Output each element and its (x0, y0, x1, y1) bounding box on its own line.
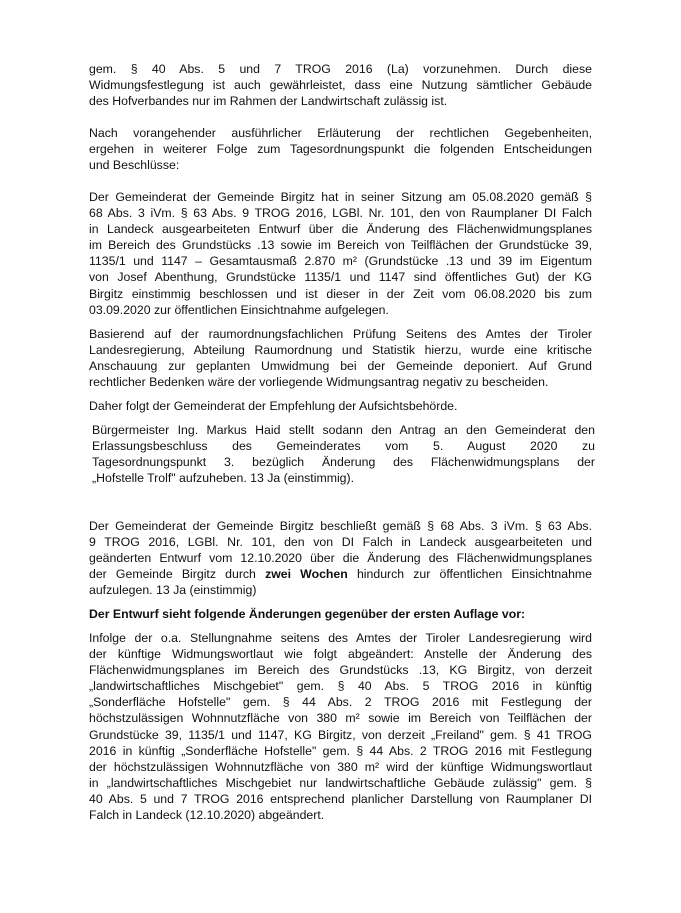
text-segment: hindurch zur öffentlichen Einsichtnahme (347, 567, 593, 582)
text-line: Bürgermeister Ing. Markus Haid stellt sodann den Antrag an den Gemeinderat den (92, 423, 595, 437)
text-line: von Josef Abenthung, Grundstücke 1135/1 und 1147 sind öffentliches Gut) der KG (89, 270, 592, 285)
text-line: aufzulegen. 13 Ja (einstimmig) (89, 583, 257, 598)
text-line: 03.09.2020 zur öffentlichen Einsichtnahme aufgelegen. (89, 302, 389, 317)
text-line: Flächenwidmungsplanes im Bereich des Grundstücks .13, KG Birgitz, von derzeit (89, 663, 592, 678)
text-line: 68 Abs. 3 iVm. § 63 Abs. 9 TROG 2016, LGBl. Nr. 101, den von Raumplaner DI Falch (89, 206, 592, 221)
text-line: Landesregierung, Abteilung Raumordnung und Statistik hierzu, wurde eine kritische (89, 343, 592, 358)
text-line: Erlassungsbeschluss des Gemeinderates vom 5. August 2020 zu (92, 439, 595, 454)
text-line: und Beschlüsse: (89, 158, 180, 173)
text-line: 9 TROG 2016, LGBl. Nr. 101, den von DI Falch in Landeck ausgearbeiteten und (89, 535, 592, 550)
text-line: Der Gemeinderat der Gemeinde Birgitz beschließt gemäß § 68 Abs. 3 iVm. § 63 Abs. (89, 519, 592, 533)
text-line: Nach vorangehender ausführlicher Erläuterung der rechtlichen Gegebenheiten, (89, 126, 592, 140)
text-segment: der Gemeinde Birgitz durch (89, 567, 266, 582)
text-line: Birgitz einstimmig beschlossen und ist dieser in der Zeit vom 06.08.2020 bis zum (89, 286, 592, 301)
text-line: Der Gemeinderat der Gemeinde Birgitz hat in seiner Sitzung am 05.08.2020 gemäß § (89, 190, 592, 204)
text-line: Anschauung zur geplanten Umwidmung bei der Gemeinde deponiert. Auf Grund (89, 359, 592, 374)
text-line: höchstzulässigen Wohnnutzfläche von 380 m² sowie im Bereich von Teilflächen der (89, 711, 592, 726)
text-line: geänderten Entwurf vom 12.10.2020 über die Änderung des Flächenwidmungsplanes (89, 551, 592, 566)
text-line: Daher folgt der Gemeinderat der Empfehlung der Aufsichtsbehörde. (89, 399, 458, 413)
text-line: Basierend auf der raumordnungsfachlichen Prüfung Seitens des Amtes der Tiroler (89, 327, 592, 341)
text-line: der höchstzulässigen Wohnnutzfläche von 380 m² wird der künftige Widmungswortlaut (89, 759, 592, 774)
text-line: Infolge der o.a. Stellungnahme seitens des Amtes der Tiroler Landesregierung wird (89, 631, 592, 645)
text-line: gem. § 40 Abs. 5 und 7 TROG 2016 (La) vorzunehmen. Durch diese (89, 62, 592, 76)
paragraph-gemeinderat-sitzung (89, 189, 592, 318)
paragraph-pruefung (89, 326, 592, 390)
text-line: 40 Abs. 5 und 7 TROG 2016 entsprechend planlicher Darstellung von Raumplaner DI (89, 791, 592, 806)
text-line: „Sonderfläche Hofstelle" gem. § 44 Abs. 2 TROG 2016 mit Festlegung der (89, 695, 592, 710)
text-line: Falch in Landeck (12.10.2020) abgeändert. (89, 808, 325, 823)
paragraph-erlaeuterung (89, 125, 592, 173)
text-line: „Hofstelle Trolf" aufzuheben. 13 Ja (einstimmig). (92, 471, 355, 486)
text-line: in „landwirtschaftliches Mischgebiet nur landwirtschaftliche Gebäude zulässig" gem. § (89, 775, 592, 790)
paragraph-empfehlung (89, 398, 592, 414)
text-line: der künftige Widmungswortlaut wie folgt abgeändert: Anstelle der Änderung des (89, 647, 592, 662)
paragraph-antrag-buergermeister (89, 422, 595, 486)
text-line: Widmungsfestlegung ist auch gewährleistet, dass eine Nutzung sämtlicher Gebäude (89, 78, 592, 93)
text-line: Tagesordnungspunkt 3. bezüglich Änderung des Flächenwidmungsplans der (92, 455, 595, 470)
paragraph-widmung-intro (89, 61, 592, 109)
bold-text: zwei Wochen (265, 567, 348, 582)
text-line: rechtlicher Bedenken wäre der vorliegende Widmungsantrag negativ zu bescheiden. (89, 375, 549, 390)
text-line: ergehen in weiterer Folge zum Tagesordnungspunkt die folgenden Entscheidungen (89, 142, 592, 157)
text-line: des Hofverbandes nur im Rahmen der Landwirtschaft zulässig ist. (89, 94, 448, 109)
text-line: im Bereich des Grundstücks .13 sowie im Bereich von Teilflächen der Grundstücke 39, (89, 238, 592, 253)
text-line: in Landeck ausgearbeiteten Entwurf über die Änderung des Flächenwidmungsplanes (89, 222, 592, 237)
text-line: Grundstücke 39, 1135/1 und 1147, KG Birgitz, von derzeit „Freiland" gem. § 41 TROG (89, 727, 592, 742)
text-line (89, 566, 592, 582)
section-heading (89, 606, 592, 622)
text-line: 2016 in künftig „Sonderfläche Hofstelle" gem. § 44 Abs. 2 TROG 2016 mit Festlegung (89, 743, 592, 758)
text-line: Der Entwurf sieht folgende Änderungen gegenüber der ersten Auflage vor: (89, 607, 526, 621)
text-line: „landwirtschaftliches Mischgebiet" gem. § 40 Abs. 5 TROG 2016 in künftig (89, 679, 592, 694)
paragraph-aenderungen (89, 630, 592, 823)
text-line: 1135/1 und 1147 – Gesamtausmaß 2.870 m² (Grundstücke .13 und 39 im Eigentum (89, 254, 592, 269)
paragraph-beschluss (89, 518, 592, 598)
